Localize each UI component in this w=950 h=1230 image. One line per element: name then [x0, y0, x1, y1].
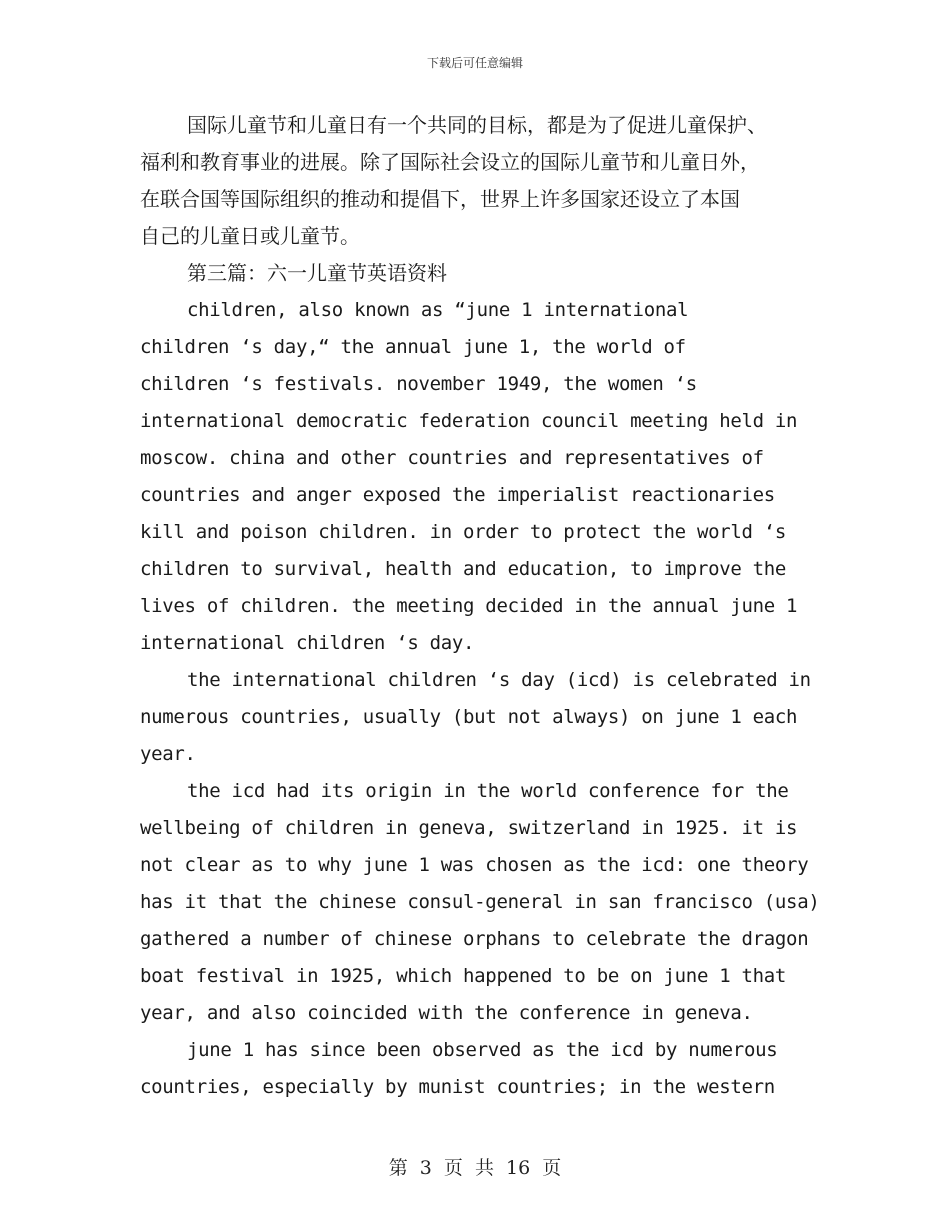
text-line: international democratic federation council meeting held in	[140, 410, 798, 432]
paragraph-english-intro-cont	[140, 329, 820, 662]
text-line: countries, especially by munist countries; in the western	[140, 1076, 775, 1098]
text-line: june 1 has since been observed as the icd by numerous	[187, 1039, 778, 1061]
text-line: moscow. china and other countries and representatives of	[140, 447, 764, 469]
paragraph-icd-celebrated-cont	[140, 699, 820, 773]
page-header: 下载后可任意编辑	[426, 56, 523, 70]
text-line: year, and also coincided with the conference in geneva.	[140, 1002, 753, 1024]
text-line: children ‘s festivals. november 1949, the women ‘s	[140, 373, 697, 395]
page-footer: 第 3 页 共 16 页	[388, 1157, 562, 1179]
section-heading	[140, 255, 820, 292]
text-line: the international children ‘s day (icd) is celebrated in	[187, 669, 811, 691]
text-line: 自己的儿童日或儿童节。	[140, 224, 360, 248]
text-line: 国际儿童节和儿童日有一个共同的目标，都是为了促进儿童保护、	[187, 113, 767, 137]
text-line: not clear as to why june 1 was chosen as the icd: one theory	[140, 854, 809, 876]
text-line: has it that the chinese consul-general in san francisco (usa)	[140, 891, 820, 913]
paragraph-childrens-day-goal-cont	[140, 144, 820, 255]
text-line: 福利和教育事业的进展。除了国际社会设立的国际儿童节和儿童日外，	[140, 150, 760, 174]
text-line: kill and poison children. in order to protect the world ‘s	[140, 521, 787, 543]
paragraph-icd-celebrated	[140, 662, 820, 699]
text-line: children to survival, health and education, to improve the	[140, 558, 787, 580]
text-line: 第三篇：六一儿童节英语资料	[187, 261, 447, 285]
paragraph-icd-origin-cont	[140, 810, 820, 1032]
paragraph-june1-observed-cont	[140, 1069, 820, 1106]
text-line: wellbeing of children in geneva, switzerland in 1925. it is	[140, 817, 798, 839]
text-line: international children ‘s day.	[140, 632, 475, 654]
paragraph-icd-origin	[140, 773, 820, 810]
text-line: 在联合国等国际组织的推动和提倡下，世界上许多国家还设立了本国	[140, 187, 740, 211]
paragraph-june1-observed	[140, 1032, 820, 1069]
text-line: children, also known as “june 1 international	[187, 299, 689, 321]
text-line: the icd had its origin in the world conference for the	[187, 780, 789, 802]
text-line: children ‘s day,“ the annual june 1, the world of	[140, 336, 686, 358]
document-body	[140, 107, 820, 1106]
text-line: boat festival in 1925, which happened to be on june 1 that	[140, 965, 787, 987]
text-line: lives of children. the meeting decided in the annual june 1	[140, 595, 798, 617]
text-line: gathered a number of chinese orphans to celebrate the dragon	[140, 928, 809, 950]
text-line: countries and anger exposed the imperialist reactionaries	[140, 484, 775, 506]
text-line: year.	[140, 743, 196, 765]
paragraph-childrens-day-goal	[140, 107, 820, 144]
text-line: numerous countries, usually (but not always) on june 1 each	[140, 706, 798, 728]
paragraph-english-intro	[140, 292, 820, 329]
